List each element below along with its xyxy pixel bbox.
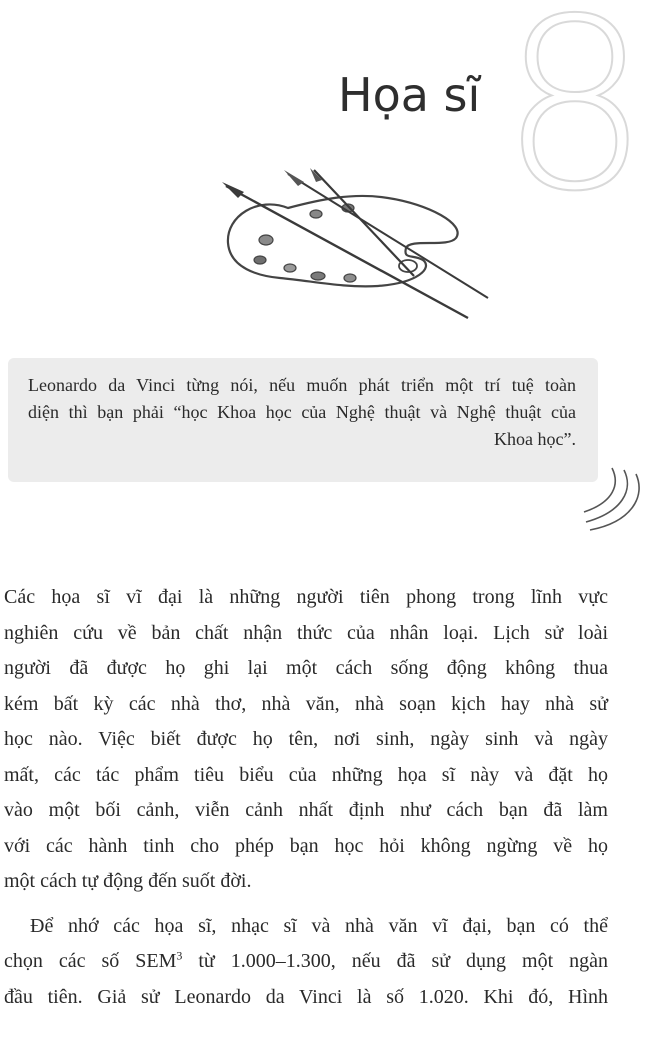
body-text bbox=[4, 580, 608, 1015]
text-line: đầu tiên. Giả sử Leonardo da Vinci là số 1.020. Khi đó, Hình bbox=[4, 985, 608, 1008]
text-line: học nào. Việc biết được họ tên, nơi sinh, ngày sinh và ngày bbox=[4, 728, 608, 750]
text-line: kém bất kỳ các nhà thơ, nhà văn, nhà soạn kịch hay nhà sử bbox=[4, 692, 608, 715]
text-line: Các họa sĩ vĩ đại là những người tiên phong trong lĩnh vực bbox=[4, 586, 608, 608]
chapter-title: Họa sĩ bbox=[338, 68, 481, 122]
paint-palette-icon bbox=[218, 168, 498, 328]
quote-line: Khoa học”. bbox=[494, 429, 576, 449]
paragraph bbox=[4, 580, 608, 900]
text-segment: từ 1.000–1.300, nếu đã sử dụng một ngàn bbox=[182, 950, 609, 972]
text-line: với các hành tinh cho phép bạn học hỏi không ngừng về họ bbox=[4, 834, 608, 857]
text-line: một cách tự động đến suốt đời. bbox=[4, 870, 252, 892]
paragraph bbox=[4, 909, 608, 1016]
text-line: vào một bối cảnh, viễn cảnh nhất định như cách bạn đã làm bbox=[4, 799, 608, 821]
quote-box bbox=[8, 358, 598, 482]
quote-decoration-icon bbox=[576, 462, 648, 534]
footnote-marker: 3 bbox=[176, 948, 183, 963]
text-line: người đã được họ ghi lại một cách sống động không thua bbox=[4, 657, 608, 679]
quote-line: diện thì bạn phải “học Khoa học của Nghệ thuật và Nghệ thuật của bbox=[28, 402, 576, 422]
text-segment: chọn các số SEM bbox=[4, 950, 177, 972]
chapter-number: 8 bbox=[499, 0, 650, 243]
text-line: Để nhớ các họa sĩ, nhạc sĩ và nhà văn vĩ đại, bạn có thể bbox=[30, 914, 608, 937]
text-line: mất, các tác phẩm tiêu biểu của những họa sĩ này và đặt họ bbox=[4, 763, 608, 786]
text-line bbox=[4, 944, 608, 980]
quote-line: Leonardo da Vinci từng nói, nếu muốn phát triển một trí tuệ toàn bbox=[28, 375, 576, 395]
text-line: nghiên cứu về bản chất nhận thức của nhân loại. Lịch sử loài bbox=[4, 621, 608, 644]
